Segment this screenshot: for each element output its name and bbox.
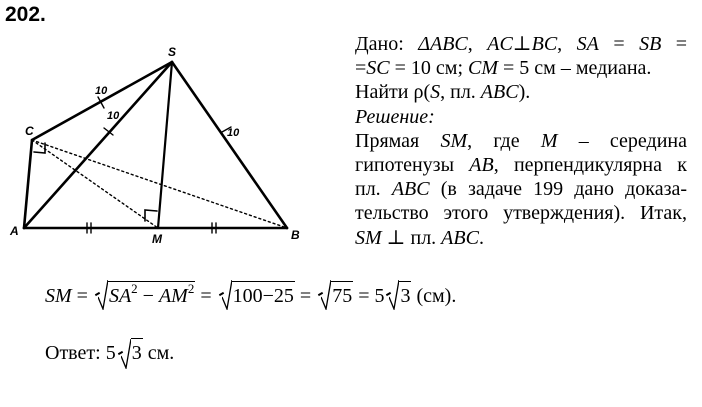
label-b: B xyxy=(291,228,300,242)
edge-sc xyxy=(32,62,172,140)
label-m: M xyxy=(152,232,162,246)
answer: Ответ: 5 3 см. xyxy=(45,338,174,368)
problem-number: 202. xyxy=(5,3,46,26)
sqrt-3: 3 xyxy=(386,279,411,313)
answer-sqrt-3: 3 xyxy=(118,338,143,368)
find-line: Найти ρ(S, пл. ABC). xyxy=(355,81,531,104)
label-c: C xyxy=(25,124,34,138)
given-line-2: =SC = 10 см; CM = 5 см – медиана. xyxy=(355,57,652,80)
solution-formula: SM = $SA^2 - AM^2$ = 100−25 = 75 = 5 3 (см). xyxy=(45,279,456,313)
label-s: S xyxy=(168,45,177,59)
label-sc-length: 10 xyxy=(95,85,108,97)
solution-line-3: пл. ABC (в задаче 199 дано доказа- xyxy=(355,178,688,201)
label-sa-length: 10 xyxy=(107,110,120,122)
edge-sb xyxy=(172,62,287,228)
sqrt-75: 75 xyxy=(318,279,353,313)
edge-cm-dotted xyxy=(32,140,158,228)
edge-ac xyxy=(24,140,32,228)
sqrt-sa-am: $SA^2 - AM^2$ xyxy=(95,279,195,313)
solution-line-1: Прямая SM, где M – середина xyxy=(355,129,687,152)
sqrt-100-25: 100−25 xyxy=(219,279,295,313)
label-sb-length: 10 xyxy=(227,127,240,139)
problem-text xyxy=(355,32,687,250)
solution-heading: Решение: xyxy=(355,105,435,128)
solution-line-5: SM ⊥ пл. ABC. xyxy=(355,226,484,249)
given-line-1: Дано: ΔABC, AC⊥BC, SA = SB = xyxy=(355,33,688,55)
right-angle-m xyxy=(145,210,157,221)
label-a: A xyxy=(10,224,19,238)
solution-line-4: тельство этого утверждения). Итак, xyxy=(355,202,687,225)
solution-line-2: гипотенузы AB, перпендикулярна к xyxy=(355,154,687,177)
edge-sm xyxy=(158,62,172,228)
